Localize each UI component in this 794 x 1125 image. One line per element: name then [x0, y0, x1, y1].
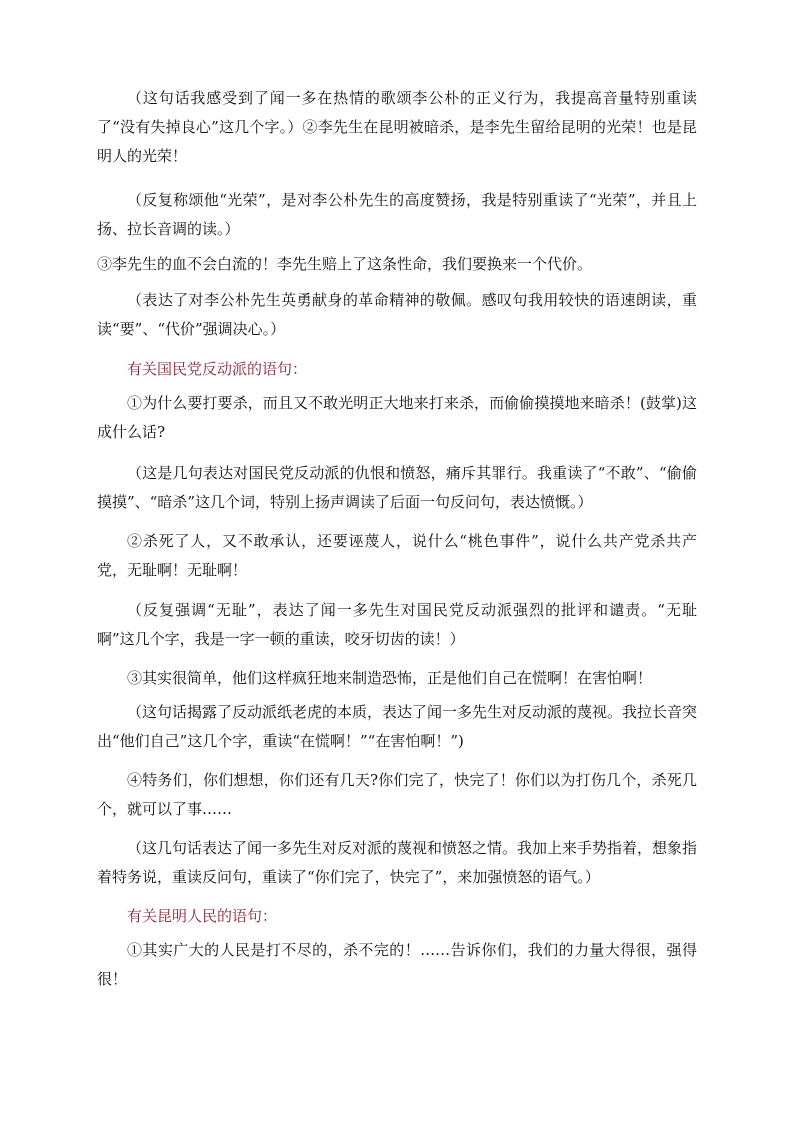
quote-paragraph: ①其实广大的人民是打不尽的，杀不完的！……告诉你们，我们的力量大得很，强得很！: [97, 941, 697, 988]
quote-paragraph: ③其实很简单，他们这样疯狂地来制造恐怖，正是他们自己在慌啊！在害怕啊！: [127, 669, 653, 687]
commentary-paragraph: （这句话我感受到了闻一多在热情的歌颂李公朴的正义行为，我提高音量特别重读了“没有失掉良心”这几个字。）②李先生在昆明被暗杀，是李先生留给昆明的光荣！也是昆明人的光荣！: [97, 89, 697, 165]
quote-paragraph: ②杀死了人，又不敢承认，还要诬蔑人，说什么“桃色事件”，说什么共产党杀共产党，无耻啊！无耻啊！: [97, 532, 697, 579]
quote-paragraph: ③李先生的血不会白流的！李先生赔上了这条性命，我们要换来一个代价。: [97, 255, 593, 273]
quote-paragraph: ①为什么要打要杀，而且又不敢光明正大地来打来杀，而偷偷摸摸地来暗杀！(鼓掌)这成什么话?: [97, 394, 697, 441]
commentary-paragraph: （这几句话表达了闻一多先生对反对派的蔑视和愤怒之情。我加上来手势指着，想象指着特务说，重读反问句，重读了“你们完了，快完了”，来加强愤怒的语气。）: [97, 839, 698, 886]
commentary-paragraph: （反复强调“无耻”，表达了闻一多先生对国民党反动派强烈的批评和谴责。“无耻啊”这几个字，我是一字一顿的重读，咬牙切齿的读！）: [97, 601, 697, 648]
commentary-paragraph: （这句话揭露了反动派纸老虎的本质，表达了闻一多先生对反动派的蔑视。我拉长音突出“他们自己”这几个字，重读“在慌啊！”“在害怕啊！”): [97, 703, 698, 750]
commentary-paragraph: （这是几句表达对国民党反动派的仇恨和愤怒，痛斥其罪行。我重读了“不敢”、“偷偷摸摸”、“暗杀”这几个词，特别上扬声调读了后面一句反问句，表达愤慨。）: [97, 464, 697, 511]
commentary-paragraph: （表达了对李公朴先生英勇献身的革命精神的敬佩。感叹句我用较快的语速朗读，重读“要”、“代价”强调决心。）: [97, 291, 697, 338]
commentary-paragraph: （反复称颂他“光荣”，是对李公朴先生的高度赞扬，我是特别重读了“光荣”，并且上扬、拉长音调的读。）: [97, 191, 697, 238]
section-heading: 有关国民党反动派的语句：: [127, 360, 308, 378]
quote-paragraph: ④特务们，你们想想，你们还有几天?你们完了，快完了！你们以为打伤几个，杀死几个，就可以了事……: [97, 771, 697, 818]
section-heading: 有关昆明人民的语句：: [127, 907, 278, 925]
